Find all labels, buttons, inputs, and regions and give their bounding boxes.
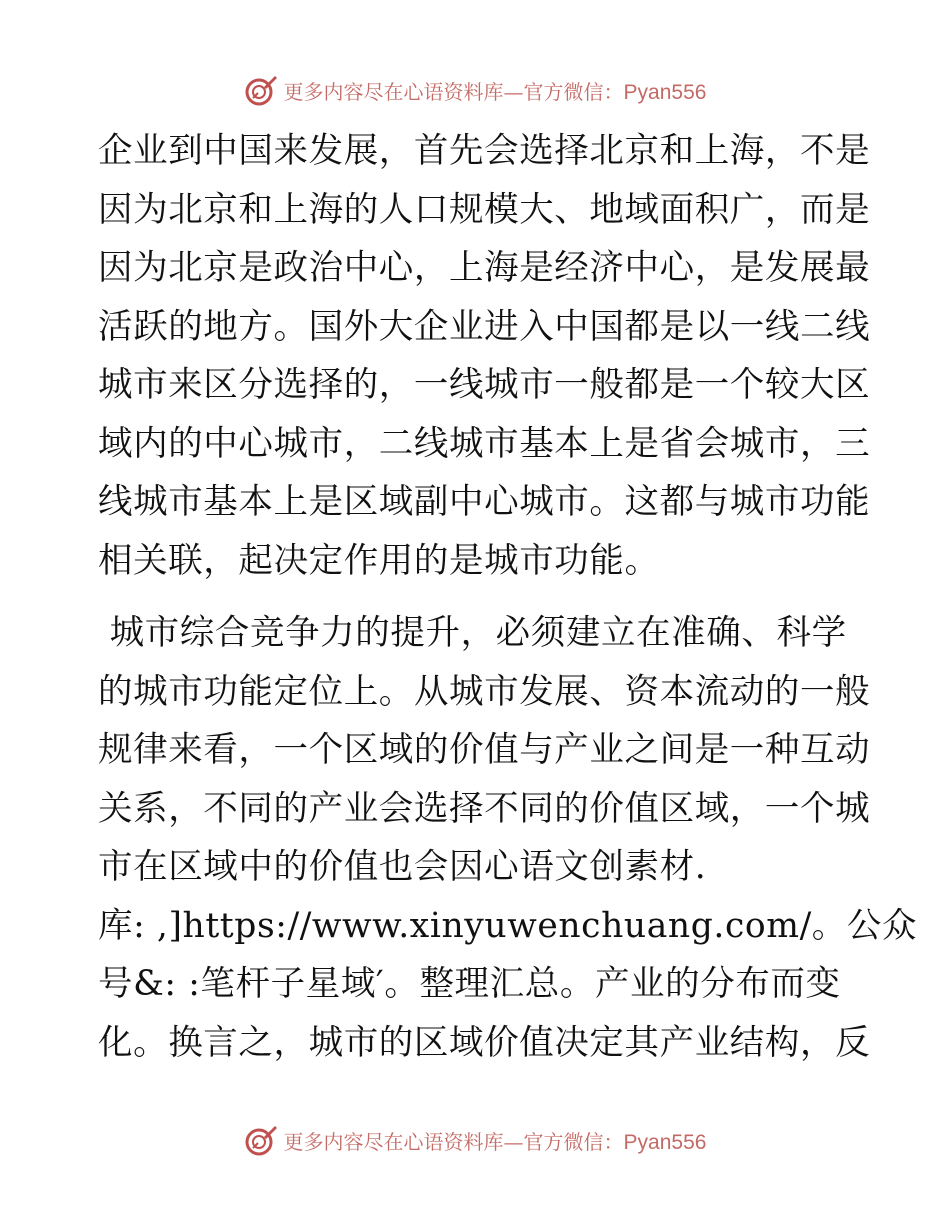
- footer-wechat-id: Pyan556: [623, 1130, 707, 1154]
- text-line: 因为北京是政治中心，上海是经济中心，是发展最: [98, 248, 871, 288]
- text-line: 城市综合竞争力的提升，必须建立在准确、科学: [98, 613, 847, 653]
- footer-banner-text: 更多内容尽在心语资料库—官方微信：Pyan556: [283, 1129, 707, 1154]
- header-wechat-id: Pyan556: [623, 80, 707, 104]
- document-body: [98, 122, 918, 1072]
- text-line: 市在区域中的价值也会因心语文创素材.: [98, 847, 707, 887]
- text-line: 关系，不同的产业会选择不同的价值区域，一个城: [98, 788, 871, 829]
- paragraph-gap: [98, 590, 858, 604]
- text-line: 号&: :笔杆子星域′。整理汇总。产业的分布而变: [98, 964, 841, 1004]
- header-banner: [0, 70, 950, 110]
- pen-logo-icon: [244, 1123, 278, 1157]
- text-line: 活跃的地方。国外大企业进入中国都是以一线二线: [98, 306, 871, 347]
- text-line: 的城市功能定位上。从城市发展、资本流动的一般: [98, 671, 871, 712]
- pen-logo-icon: [244, 73, 278, 107]
- text-line: 域内的中心城市，二线城市基本上是省会城市，三: [98, 423, 871, 464]
- text-line: 线城市基本上是区域副中心城市。这都与城市功能: [98, 482, 871, 522]
- text-line: 规律来看，一个区域的价值与产业之间是一种互动: [98, 730, 871, 770]
- footer-banner: [0, 1120, 950, 1160]
- text-line: 城市来区分选择的，一线城市一般都是一个较大区: [98, 365, 871, 405]
- text-line: 企业到中国来发展，首先会选择北京和上海，不是: [98, 131, 871, 171]
- paragraph-1: [98, 122, 871, 590]
- paragraph-2: [98, 604, 918, 1072]
- text-line: 相关联，起决定作用的是城市功能。: [98, 540, 660, 581]
- header-banner-text: 更多内容尽在心语资料库—官方微信：Pyan556: [283, 79, 707, 104]
- text-line-url[interactable]: 库: ,]https://www.xinyuwenchuang.com/。公众: [98, 905, 918, 946]
- text-line: 因为北京和上海的人口规模大、地域面积广，而是: [98, 189, 871, 230]
- text-line: 化。换言之，城市的区域价值决定其产业结构，反: [98, 1022, 871, 1063]
